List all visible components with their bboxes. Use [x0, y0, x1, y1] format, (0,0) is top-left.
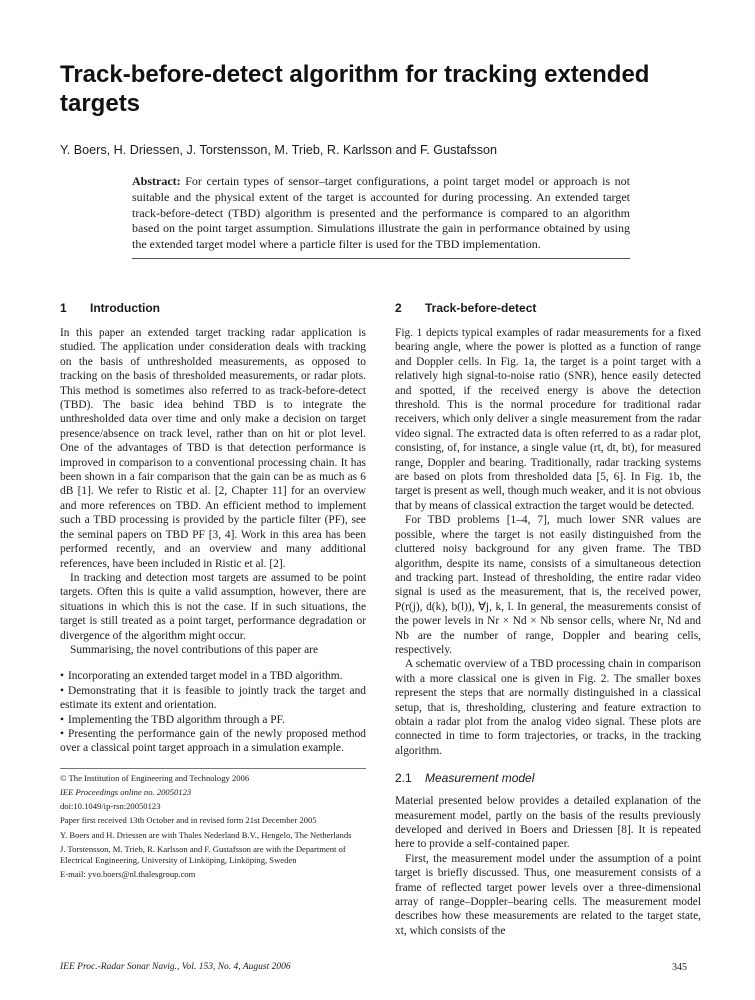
section-number: 1 [60, 301, 67, 315]
abstract-label: Abstract: [132, 174, 181, 188]
right-column [395, 300, 701, 938]
abstract-text: For certain types of sensor–target configurations, a point target model or approach is not suitable and the physical extent of the target is accounted for during processing. An extended target track-before-detect (TBD) algorithm is presented and the performance is compared to an algorithm based on the point target assumption. Simulations illustrate the gain in performance obtained by using the extended target model where a particle filter is used for the TBD implementation. [132, 174, 630, 252]
footnote: © The Institution of Engineering and Technology 2006 [60, 772, 250, 783]
footnote-divider [60, 768, 366, 769]
author-list: Y. Boers, H. Driessen, J. Torstensson, M. Trieb, R. Karlsson and F. Gustafsson [60, 143, 497, 157]
section-heading-introduction [60, 300, 366, 316]
paper-title: Track-before-detect algorithm for tracking extended targets [60, 61, 650, 117]
paragraph: Material presented below provides a detailed explanation of the measurement model, partly on the basis of the results previously developed and derived in Boers and Driessen [8]. It is repeated here to provide a self-contained paper. [395, 795, 701, 851]
footnote: IEE Proceedings online no. 20050123 [60, 786, 192, 797]
paragraph: For TBD problems [1–4, 7], much lower SNR values are possible, where the target is not easily distinguished from the cluttered noisy background for any given frame. The TBD algorithm, despite its name, consists of a simultaneous detection and tracking part. Instead of thresholding, the entire radar video signal is used as the measurement, that is, the received power, P(r(j), d(k), b(l)), ∀j, k, l. In general, the measurements consist of the power levels in Nr × Nd × Nb sensor cells, where Nr, Nd and Nb are the number of range, Doppler and bearing cells, respectively. [395, 514, 701, 656]
paragraph: Summarising, the novel contributions of this paper are [70, 643, 319, 656]
abstract-divider [132, 258, 630, 259]
subsection-title: Measurement model [425, 771, 535, 786]
contributions-list [60, 669, 366, 755]
list-item: • Implementing the TBD algorithm through a PF. [60, 713, 285, 726]
footnote: Y. Boers and H. Driessen are with Thales Nederland B.V., Hengelo, The Netherlands [60, 829, 352, 840]
footnote: J. Torstensson, M. Trieb, R. Karlsson and F. Gustafsson are with the Department of Electrical Engineering, University of Linköping, Linköping, Sweden [60, 843, 346, 865]
paragraph: First, the measurement model under the assumption of a point target is briefly discussed. Thus, one measurement consists of a frame of reflected target power levels over a three-dimensional array of range–Doppler–bearing cells. The measurement model describes how these measurements are related to the target state, xt, which consists of the [395, 852, 701, 937]
section-number: 2 [395, 301, 402, 315]
list-item: • Presenting the performance gain of the newly proposed method over a classical point target approach in a simulation example. [60, 727, 366, 755]
subsection-heading-measurement-model [395, 770, 701, 786]
abstract [132, 174, 630, 253]
footnotes [60, 773, 366, 881]
paragraph: In this paper an extended target tracking radar application is studied. The application under consideration deals with tracking on the basis of unthresholded measurements, as opposed to tracking on the basis of thresholded measurements, or radar plots. This method is sometimes also referred to as track-before-detect (TBD). The basic idea behind TBD is to integrate the unthresholded data over time and only make a decision on target presence/absence on track level, rather than on hit or plot level. One of the advantages of TBD is that detection performance is improved in comparison to a conventional processing chain. It has been shown in a fair comparison that the gain can be as much as 6 dB [1]. We refer to Ristic et al. [2, Chapter 11] for an overview and more references on TBD. An efficient method to implement such a TBD processing is provided by the particle filter (PF), see the seminal papers on TBD PF [3, 4]. Work in this area has been performed recently, and an overview and many additional references, have been included in Ristic et al. [2]. [60, 327, 366, 570]
list-item: • Incorporating an extended target model in a TBD algorithm. [60, 670, 343, 683]
subsection-number: 2.1 [395, 771, 412, 786]
paragraph: In tracking and detection most targets are assumed to be point targets. Often this is quite a valid assumption, however, there are situations in which this is not the case. If in such situations, the target is still treated as a point target, performance degradation or divergence of the algorithm might occur. [60, 571, 366, 642]
paragraph: Fig. 1 depicts typical examples of radar measurements for a fixed bearing angle, where the power is plotted as a function of range and Doppler cells. In Fig. 1a, the target is a point target with a relatively high signal-to-noise ratio (SNR), hence easily detected and spotted, if the received energy is above the detection threshold. This is the normal procedure for traditional radar receivers, which only deliver a single measurement from the radar video signal. The extracted data is often referred to as a radar plot, consisting, of, for instance, a single value (rt, dt, bt), for measured range, Doppler and bearing. Traditionally, radar tracking systems are based on plots from thresholded data [5, 6]. In Fig. 1b, the target is present as well, though much weaker, and it is not obvious that by means of classical extraction the target would be detected. [395, 327, 701, 512]
section-heading-track-before-detect [395, 300, 701, 316]
footnote: Paper first received 13th October and in revised form 21st December 2005 [60, 815, 317, 826]
left-column [60, 300, 366, 883]
list-item: • Demonstrating that it is feasible to jointly track the target and estimate its extent and orientation. [60, 684, 366, 712]
footnote: doi:10.1049/ip-rsn:20050123 [60, 801, 161, 812]
section-title: Track-before-detect [425, 301, 537, 315]
footnote[interactable]: E-mail: yvo.boers@nl.thalesgroup.com [60, 869, 196, 880]
page-number: 345 [672, 962, 687, 973]
section-title: Introduction [90, 301, 160, 315]
paragraph: A schematic overview of a TBD processing chain in comparison with a more classical one is given in Fig. 2. The smaller boxes represent the steps that are normally distinguished in a classical setup, that is, thresholding, clustering and feature extraction to obtain a radar plot from the analog video signal. These plots are connected in time to form trajectories, or tracks, in the tracking algorithm. [395, 658, 701, 757]
journal-footer: IEE Proc.-Radar Sonar Navig., Vol. 153, No. 4, August 2006 [60, 962, 291, 972]
